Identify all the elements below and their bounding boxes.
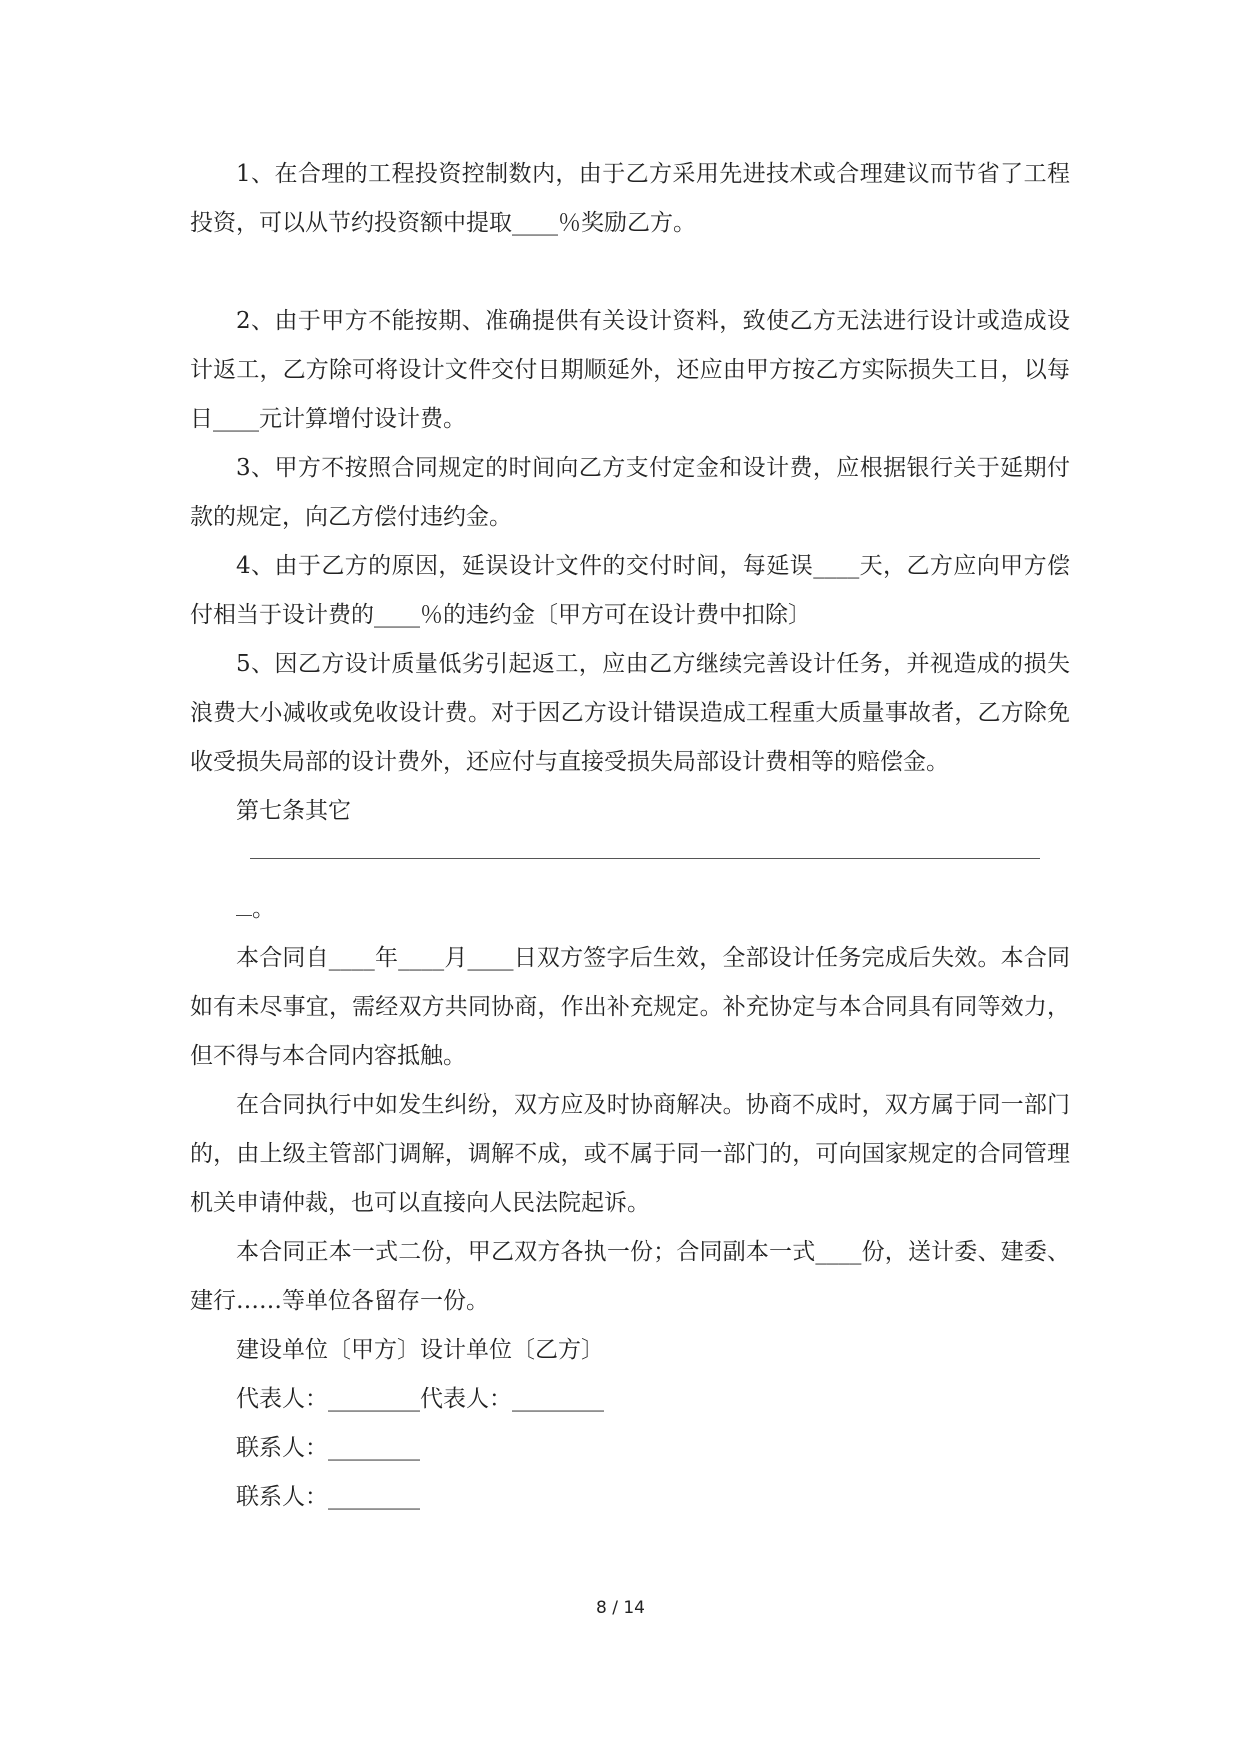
page-number: 8 / 14 bbox=[596, 1598, 645, 1618]
signature-contact-1: 联系人：________ bbox=[236, 1435, 420, 1461]
signature-contact-2: 联系人：________ bbox=[236, 1484, 420, 1510]
signature-parties: 建设单位〔甲方〕设计单位〔乙方〕 bbox=[236, 1337, 604, 1363]
fill-in-line-end bbox=[190, 885, 1070, 934]
fill-in-line bbox=[190, 836, 1070, 885]
signature-representatives: 代表人：________代表人：________ bbox=[236, 1386, 604, 1412]
section-heading-article-7: 第七条其它 bbox=[236, 798, 351, 824]
paragraph-dispute: 在合同执行中如发生纠纷，双方应及时协商解决。协商不成时，双方属于同一部门的，由上级主管部门调解，调解不成，或不属于同一部门的，可向国家规定的合同管理机关申请仲裁，也可以直接向人民法院起诉。 bbox=[190, 1092, 1070, 1216]
fill-in-line-period: 。 bbox=[252, 896, 275, 922]
paragraph-5: 5、因乙方设计质量低劣引起返工，应由乙方继续完善设计任务，并视造成的损失浪费大小减收或免收设计费。对于因乙方设计错误造成工程重大质量事故者，乙方除免收受损失局部的设计费外，还应付与直接受损失局部设计费相等的赔偿金。 bbox=[190, 651, 1070, 775]
paragraph-4: 4、由于乙方的原因，延误设计文件的交付时间，每延误____天，乙方应向甲方偿付相当于设计费的____％的违约金〔甲方可在设计费中扣除〕 bbox=[190, 553, 1070, 628]
blank-rule bbox=[250, 858, 1040, 859]
paragraph-copies: 本合同正本一式二份，甲乙双方各执一份；合同副本一式____份，送计委、建委、建行……等单位各留存一份。 bbox=[190, 1239, 1070, 1314]
paragraph-effective-date: 本合同自____年____月____日双方签字后生效，全部设计任务完成后失效。本合同如有未尽事宜，需经双方共同协商，作出补充规定。补充协定与本合同具有同等效力，但不得与本合同内容抵触。 bbox=[190, 945, 1070, 1069]
blank-tail bbox=[236, 897, 252, 916]
paragraph-2: 2、由于甲方不能按期、准确提供有关设计资料，致使乙方无法进行设计或造成设计返工，乙方除可将设计文件交付日期顺延外，还应由甲方按乙方实际损失工日，以每日____元计算增付设计费。 bbox=[190, 308, 1070, 432]
paragraph-3: 3、甲方不按照合同规定的时间向乙方支付定金和设计费，应根据银行关于延期付款的规定，向乙方偿付违约金。 bbox=[190, 455, 1070, 530]
paragraph-1: 1、在合理的工程投资控制数内，由于乙方采用先进技术或合理建议而节省了工程投资，可以从节约投资额中提取____％奖励乙方。 bbox=[190, 161, 1070, 236]
document-body bbox=[190, 150, 1070, 1522]
